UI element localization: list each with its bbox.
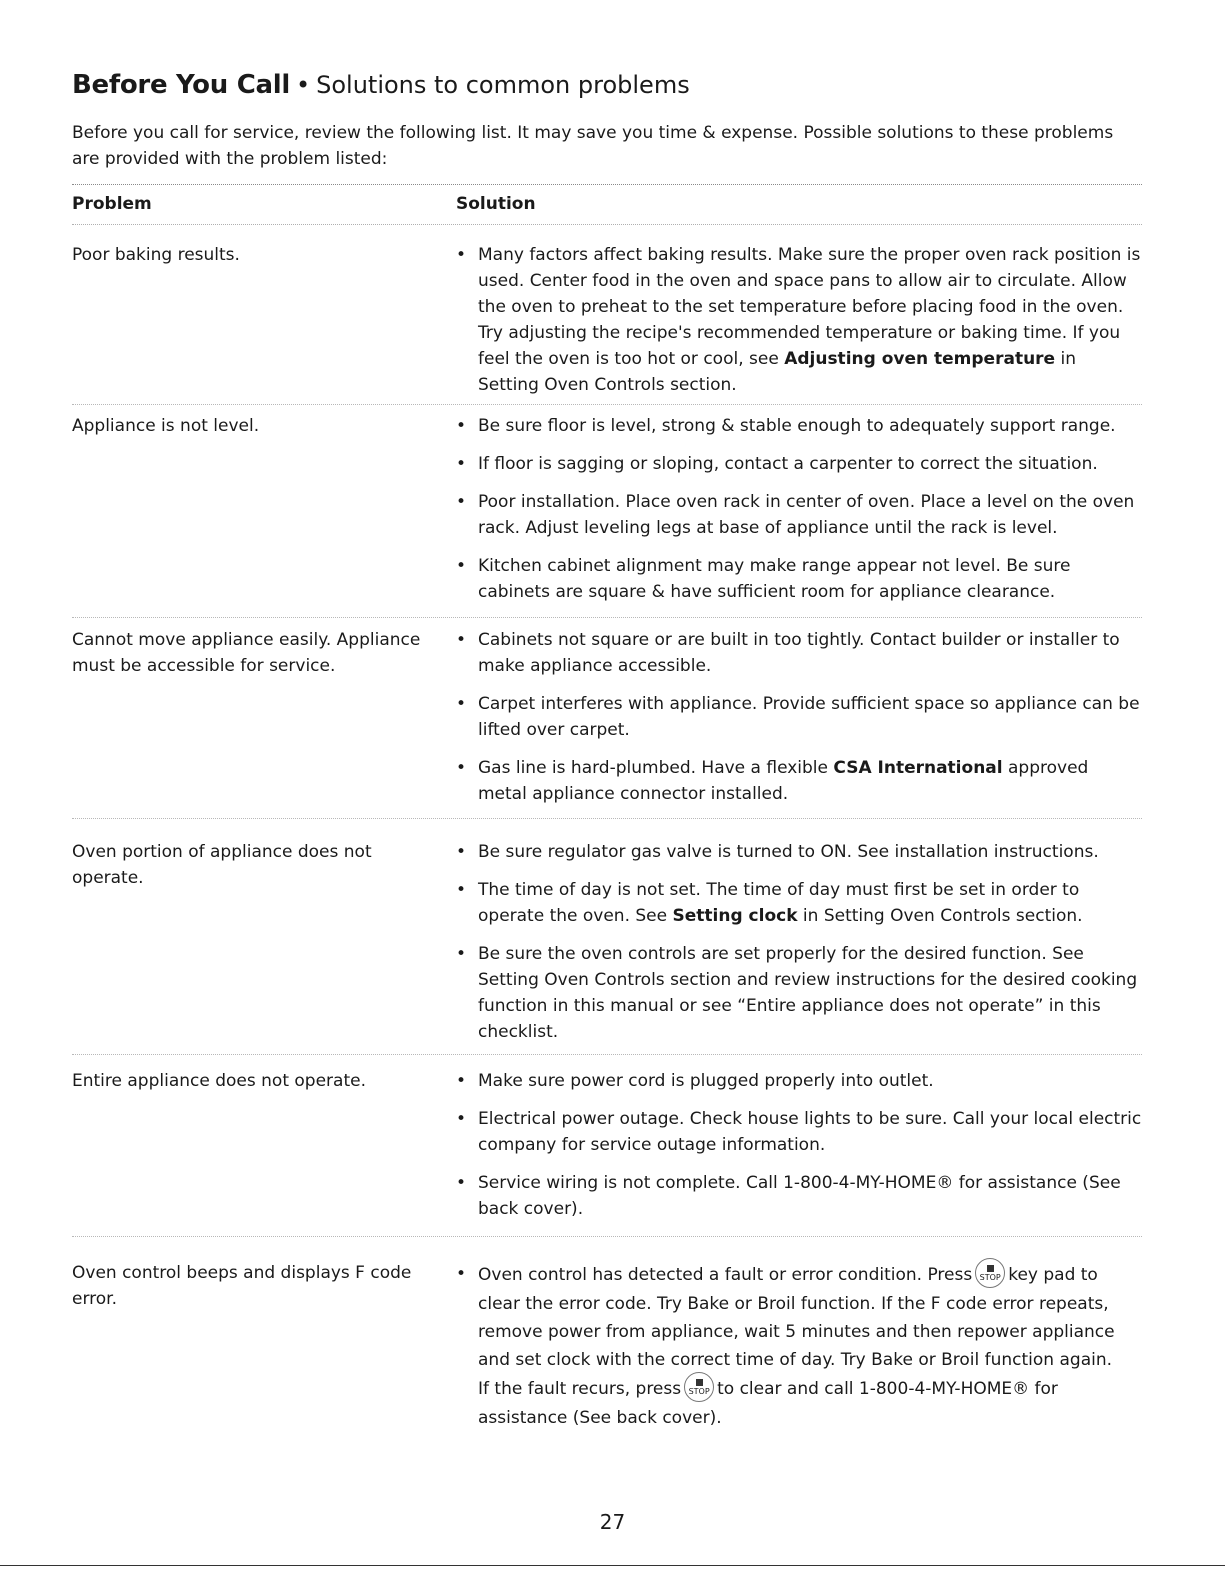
intro-paragraph: Before you call for service, review the following list. It may save you time & expense. Possible solutions to these problems are provided with the problem listed: bbox=[72, 123, 1114, 169]
solution-text: Cabinets not square or are built in too tightly. Contact builder or installer to make appliance accessible. bbox=[478, 630, 1120, 676]
solution-text: Be sure the oven controls are set properly for the desired function. See Setting Oven Controls section and review instructions for the desired cooking function in this manual or see “Entire appliance does not operate” in this checklist. bbox=[478, 944, 1138, 1042]
solution-text: Gas line is hard-plumbed. Have a flexible bbox=[478, 758, 834, 778]
solution-text: Service wiring is not complete. Call 1-800-4-MY-HOME® for assistance (See back cover). bbox=[478, 1173, 1121, 1219]
solution-list bbox=[456, 627, 1142, 819]
bullet-icon: • bbox=[456, 694, 467, 714]
problem-text: Cannot move appliance easily. Appliance must be accessible for service. bbox=[72, 630, 421, 676]
bullet-icon: • bbox=[456, 630, 467, 650]
stop-key-icon bbox=[684, 1372, 714, 1402]
solution-item bbox=[456, 553, 1142, 605]
solution-item bbox=[456, 941, 1142, 1045]
title-subtitle: Solutions to common problems bbox=[316, 71, 690, 99]
page-title bbox=[72, 70, 690, 100]
bottom-border bbox=[0, 1565, 1225, 1566]
solution-text: Electrical power outage. Check house lights to be sure. Call your local electric company for service outage information. bbox=[478, 1109, 1142, 1155]
problem-text: Appliance is not level. bbox=[72, 416, 260, 436]
problem-text: Poor baking results. bbox=[72, 245, 240, 265]
bullet-icon: • bbox=[456, 1109, 467, 1129]
row-divider bbox=[72, 404, 1142, 405]
solution-item bbox=[456, 451, 1142, 477]
stop-key-label: STOP bbox=[688, 1387, 710, 1396]
solution-item bbox=[456, 1068, 1142, 1094]
header-solution: Solution bbox=[456, 194, 536, 214]
solution-bold-text: CSA International bbox=[833, 758, 1003, 778]
header-problem: Problem bbox=[72, 194, 152, 214]
header-divider bbox=[72, 224, 1142, 225]
solution-item bbox=[456, 489, 1142, 541]
solution-text: Carpet interferes with appliance. Provide sufficient space so appliance can be lifted over carpet. bbox=[478, 694, 1140, 740]
table-top-divider bbox=[72, 184, 1142, 185]
solution-text: approved metal appliance connector installed. bbox=[478, 758, 1089, 804]
page-number: 27 bbox=[599, 1510, 626, 1534]
solution-item bbox=[456, 1260, 1142, 1432]
solution-item bbox=[456, 755, 1142, 807]
bullet-icon: • bbox=[456, 1173, 467, 1193]
bullet-icon: • bbox=[456, 1071, 467, 1091]
title-separator: • bbox=[295, 71, 311, 99]
solution-bold-text: Adjusting oven temperature bbox=[784, 349, 1056, 369]
solution-item bbox=[456, 1106, 1142, 1158]
bullet-icon: • bbox=[456, 842, 467, 862]
bullet-icon: • bbox=[456, 416, 467, 436]
solution-bold-text: Setting clock bbox=[672, 906, 798, 926]
solution-text: The time of day is not set. The time of day must first be set in order to operate the oven. See bbox=[478, 880, 1080, 926]
solution-text: in Setting Oven Controls section. bbox=[797, 906, 1083, 926]
solution-list bbox=[456, 1260, 1142, 1444]
solution-text: If floor is sagging or sloping, contact a carpenter to correct the situation. bbox=[478, 454, 1098, 474]
solution-item bbox=[456, 242, 1142, 398]
bullet-icon: • bbox=[456, 758, 467, 778]
solution-text: in Setting Oven Controls section. bbox=[478, 349, 1076, 395]
solution-text: Be sure regulator gas valve is turned to ON. See installation instructions. bbox=[478, 842, 1099, 862]
solution-item bbox=[456, 691, 1142, 743]
bullet-icon: • bbox=[456, 1264, 467, 1284]
bullet-icon: • bbox=[456, 454, 467, 474]
solution-text: If the fault recurs, press bbox=[478, 1379, 682, 1399]
row-divider bbox=[72, 617, 1142, 618]
solution-text: Kitchen cabinet alignment may make range appear not level. Be sure cabinets are square & have sufficient room for appliance clearance. bbox=[478, 556, 1071, 602]
solution-item bbox=[456, 1170, 1142, 1222]
solution-item bbox=[456, 413, 1142, 439]
solution-list bbox=[456, 413, 1142, 617]
solution-list bbox=[456, 242, 1142, 410]
solution-item bbox=[456, 839, 1142, 865]
problem-text: Entire appliance does not operate. bbox=[72, 1071, 366, 1091]
solution-text: Oven control has detected a fault or error condition. Press bbox=[478, 1265, 973, 1285]
solution-text: Many factors affect baking results. Make sure the proper oven rack position is used. Center food in the oven and space pans to allow air to circulate. Allow the oven to preheat to the set temperature before placing food in the oven. Try adjusting the recipe's recommended temperature or baking time. If you feel the oven is too hot or cool, see bbox=[478, 245, 1141, 369]
solution-text: Be sure floor is level, strong & stable enough to adequately support range. bbox=[478, 416, 1116, 436]
solution-text: Make sure power cord is plugged properly into outlet. bbox=[478, 1071, 934, 1091]
bullet-icon: • bbox=[456, 492, 467, 512]
solution-text: key pad to clear the error code. Try Bake or Broil function. If the F code error repeats, remove power from appliance, wait 5 minutes and then repower appliance and set clock with the correct time of day. Try Bake or Broil function again. bbox=[478, 1265, 1115, 1370]
bullet-icon: • bbox=[456, 944, 467, 964]
bullet-icon: • bbox=[456, 880, 467, 900]
row-divider bbox=[72, 1236, 1142, 1237]
stop-key-icon bbox=[975, 1258, 1005, 1288]
problem-text: Oven control beeps and displays F code error. bbox=[72, 1263, 412, 1309]
solution-list bbox=[456, 1068, 1142, 1234]
row-divider bbox=[72, 1054, 1142, 1055]
solution-text: to clear and call 1-800-4-MY-HOME® for assistance (See back cover). bbox=[478, 1379, 1058, 1428]
solution-item bbox=[456, 877, 1142, 929]
title-main: Before You Call bbox=[72, 70, 290, 100]
row-divider bbox=[72, 818, 1142, 819]
bullet-icon: • bbox=[456, 556, 467, 576]
stop-key-label: STOP bbox=[979, 1273, 1001, 1282]
solution-item bbox=[456, 627, 1142, 679]
solution-list bbox=[456, 839, 1142, 1057]
bullet-icon: • bbox=[456, 245, 467, 265]
solution-text: Poor installation. Place oven rack in center of oven. Place a level on the oven rack. Adjust leveling legs at base of appliance until the rack is level. bbox=[478, 492, 1135, 538]
problem-text: Oven portion of appliance does not operate. bbox=[72, 842, 372, 888]
